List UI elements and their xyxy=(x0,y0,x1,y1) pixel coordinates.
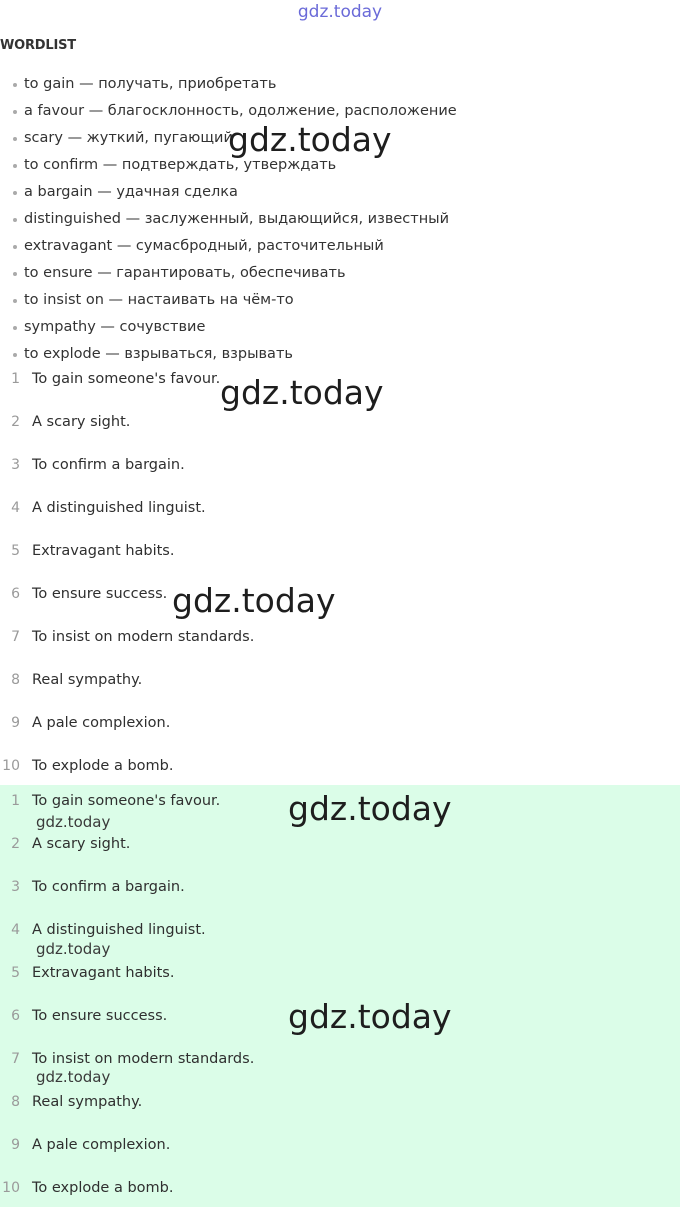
bullet-icon xyxy=(13,218,17,222)
item-number: 3 xyxy=(11,457,20,473)
item-text: To insist on modern standards. xyxy=(32,1051,255,1067)
watermark: gdz.today xyxy=(36,813,111,831)
wordlist-item-text: to explode — взрываться, взрывать xyxy=(24,346,293,362)
item-number: 7 xyxy=(11,629,20,645)
wordlist-item xyxy=(0,343,680,370)
wordlist-item xyxy=(0,73,680,100)
bullet-icon xyxy=(13,326,17,330)
item-number: 9 xyxy=(11,715,20,731)
item-number: 8 xyxy=(11,672,20,688)
item-text: To gain someone's favour. xyxy=(32,793,221,809)
item-text: A distinguished linguist. xyxy=(32,500,206,516)
wordlist-item-text: sympathy — сочувствие xyxy=(24,319,206,335)
item-text: Real sympathy. xyxy=(32,672,143,688)
item-text: A pale complexion. xyxy=(32,1137,171,1153)
wordlist-item xyxy=(0,181,680,208)
watermark: gdz.today xyxy=(36,940,111,958)
exercise-item xyxy=(0,628,680,671)
bullet-icon xyxy=(13,137,17,141)
bullet-icon xyxy=(13,191,17,195)
item-text: Real sympathy. xyxy=(32,1094,143,1110)
bullet-icon xyxy=(13,83,17,87)
item-number: 9 xyxy=(11,1137,20,1153)
watermark: gdz.today xyxy=(228,120,392,159)
wordlist-item-text: to insist on — настаивать на чём-то xyxy=(24,292,294,308)
item-text: A distinguished linguist. xyxy=(32,922,206,938)
exercise-item xyxy=(0,456,680,499)
item-text: To explode a bomb. xyxy=(32,758,174,774)
answer-item xyxy=(0,1179,680,1222)
bullet-icon xyxy=(13,272,17,276)
wordlist xyxy=(0,73,680,370)
wordlist-item xyxy=(0,262,680,289)
answer-item xyxy=(0,1093,680,1136)
answer-item xyxy=(0,878,680,921)
bullet-icon xyxy=(13,164,17,168)
watermark: gdz.today xyxy=(172,581,336,620)
bullet-icon xyxy=(13,299,17,303)
wordlist-item-text: to gain — получать, приобретать xyxy=(24,76,277,92)
exercise-item xyxy=(0,542,680,585)
watermark: gdz.today xyxy=(36,1068,111,1086)
item-text: To explode a bomb. xyxy=(32,1180,174,1196)
item-number: 5 xyxy=(11,965,20,981)
item-number: 10 xyxy=(2,1180,20,1196)
item-number: 6 xyxy=(11,586,20,602)
watermark: gdz.today xyxy=(220,373,384,412)
exercise-item xyxy=(0,499,680,542)
item-number: 5 xyxy=(11,543,20,559)
answer-item xyxy=(0,1136,680,1179)
item-text: A scary sight. xyxy=(32,414,131,430)
bullet-icon xyxy=(13,353,17,357)
item-text: A pale complexion. xyxy=(32,715,171,731)
bullet-icon xyxy=(13,245,17,249)
exercise-item xyxy=(0,714,680,757)
wordlist-item-text: to ensure — гарантировать, обеспечивать xyxy=(24,265,346,281)
item-text: Extravagant habits. xyxy=(32,965,175,981)
item-number: 2 xyxy=(11,414,20,430)
item-text: To gain someone's favour. xyxy=(32,371,221,387)
wordlist-title: WORDLIST xyxy=(0,38,76,53)
wordlist-item-text: to confirm — подтверждать, утверждать xyxy=(24,157,337,173)
answer-list xyxy=(0,785,680,1207)
exercise-item xyxy=(0,413,680,456)
item-text: To ensure success. xyxy=(32,586,168,602)
wordlist-item-text: extravagant — сумасбродный, расточительный xyxy=(24,238,384,254)
item-number: 6 xyxy=(11,1008,20,1024)
wordlist-item-text: scary — жуткий, пугающий xyxy=(24,130,233,146)
item-number: 1 xyxy=(11,371,20,387)
wordlist-item-text: a bargain — удачная сделка xyxy=(24,184,238,200)
item-number: 10 xyxy=(2,758,20,774)
wordlist-item xyxy=(0,208,680,235)
item-text: A scary sight. xyxy=(32,836,131,852)
watermark: gdz.today xyxy=(288,997,452,1036)
item-number: 1 xyxy=(11,793,20,809)
item-text: To insist on modern standards. xyxy=(32,629,255,645)
wordlist-item xyxy=(0,289,680,316)
site-logo[interactable]: gdz.today xyxy=(297,2,383,22)
item-number: 8 xyxy=(11,1094,20,1110)
exercise-item xyxy=(0,585,680,628)
watermark: gdz.today xyxy=(288,789,452,828)
wordlist-item-text: distinguished — заслуженный, выдающийся, известный xyxy=(24,211,450,227)
exercise-list xyxy=(0,370,680,800)
answer-item xyxy=(0,835,680,878)
item-number: 2 xyxy=(11,836,20,852)
item-text: To ensure success. xyxy=(32,1008,168,1024)
item-number: 7 xyxy=(11,1051,20,1067)
item-number: 3 xyxy=(11,879,20,895)
wordlist-item-text: a favour — благосклонность, одолжение, расположение xyxy=(24,103,457,119)
item-text: Extravagant habits. xyxy=(32,543,175,559)
item-number: 4 xyxy=(11,500,20,516)
item-text: To confirm a bargain. xyxy=(32,457,185,473)
wordlist-item xyxy=(0,316,680,343)
bullet-icon xyxy=(13,110,17,114)
wordlist-item xyxy=(0,235,680,262)
item-number: 4 xyxy=(11,922,20,938)
item-text: To confirm a bargain. xyxy=(32,879,185,895)
exercise-item xyxy=(0,671,680,714)
